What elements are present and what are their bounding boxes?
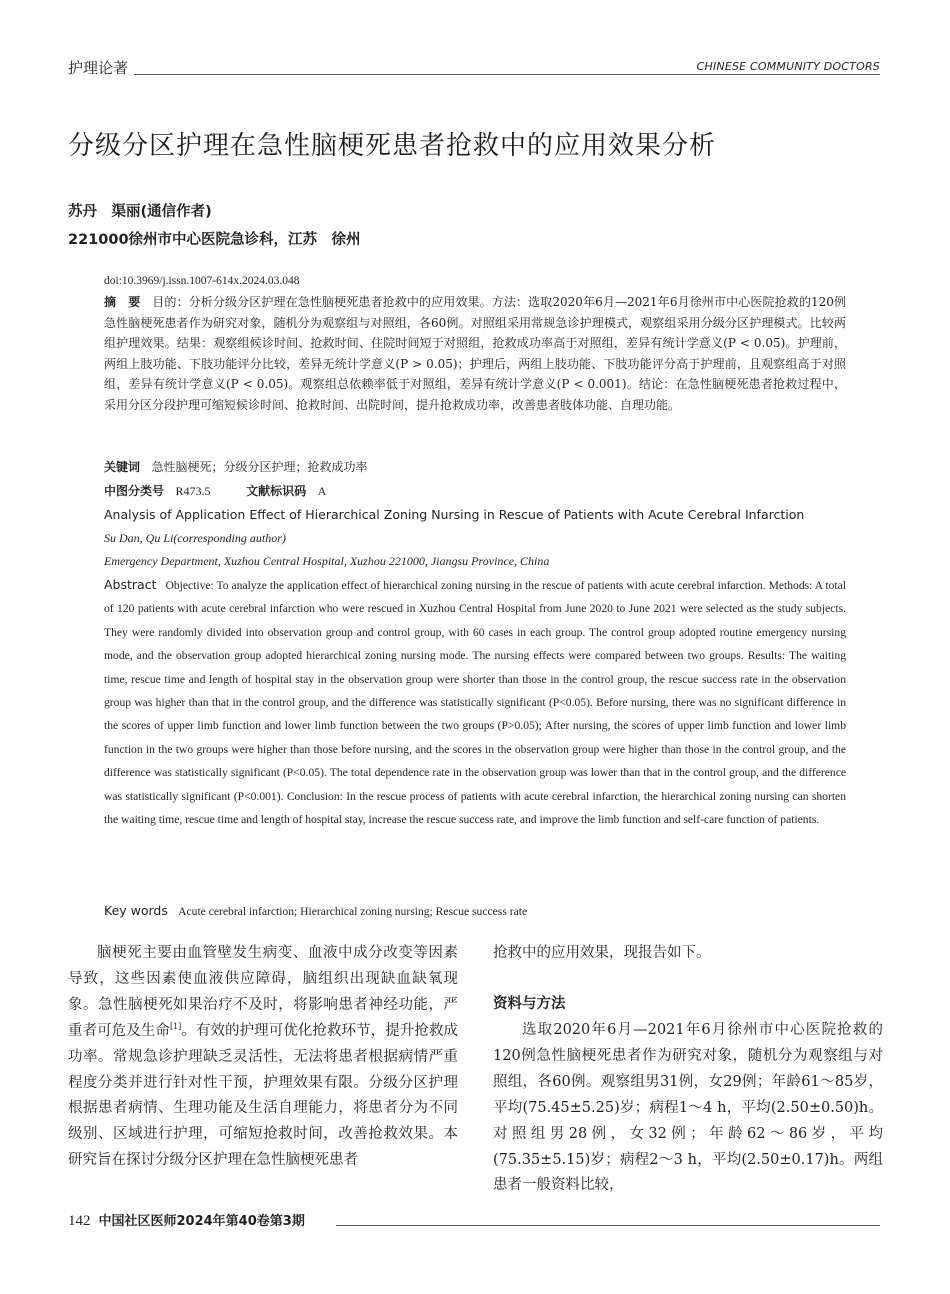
methods-paragraph: 选取2020年6月—2021年6月徐州市中心医院抢救的120例急性脑梗死患者作为研究对象，随机分为观察组与对照组，各60例。观察组男31例，女29例；年龄61～85岁，平均(75.45±5.25)岁；病程1～4 h，平均(2.50±0.50)h。对照组男28例，女32例；年龄62～86岁，平均(75.35±5.15)岁；病程2～3 h，平均(2.50±0.17)h。两组患者一般资料比较， xyxy=(493,1022,883,1194)
abstract-cn-text: 目的：分析分级分区护理在急性脑梗死患者抢救中的应用效果。方法：选取2020年6月—2021年6月徐州市中心医院抢救的120例急性脑梗死患者作为研究对象，随机分为观察组与对照组，各60例。对照组采用常规急诊护理模式，观察组采用分级分区护理模式。比较两组护理效果。结果：观察组候诊时间、抢救时间、住院时间短于对照组，抢救成功率高于对照组，差异有统计学意义(P < 0.05)。护理前，两组上肢功能、下肢功能评分比较，差异无统计学意义(P > 0.05)；护理后，两组上肢功能、下肢功能评分高于护理前，且观察组高于对照组，差异有统计学意义(P < 0.05)。观察组总依赖率低于对照组，差异有统计学意义(P < 0.001)。结论：在急性脑梗死患者抢救过程中，采用分区分段护理可缩短候诊时间、抢救时间、出院时间，提升抢救成功率，改善患者肢体功能、自理功能。 xyxy=(104,295,846,412)
intro-continuation: 抢救中的应用效果，现报告如下。 xyxy=(493,945,711,961)
intro-text-tail: 。有效的护理可优化抢救环节，提升抢救成功率。常规急诊护理缺乏灵活性，无法将患者根据病情严重程度分类并进行针对性干预，护理效果有限。分级分区护理根据患者病情、生理功能及生活自理能力，将患者分为不同级别、区域进行护理，可缩短抢救时间，改善抢救效果。本研究旨在探讨分级分区护理在急性脑梗死患者 xyxy=(68,1022,459,1169)
article-title: 分级分区护理在急性脑梗死患者抢救中的应用效果分析 xyxy=(68,131,717,161)
intro-paragraph xyxy=(68,941,458,1174)
intro-text: 脑梗死主要由血管壁发生病变、血液中成分改变等因素导致，这些因素使血液供应障碍，脑组织出现缺血缺氧现象。急性脑梗死如果治疗不及时，将影响患者神经功能，严重者可危及生命 xyxy=(68,945,458,1039)
affiliation: 221000徐州市中心医院急诊科，江苏 徐州 xyxy=(68,232,361,248)
classification xyxy=(104,482,326,500)
journal-issue: 中国社区医师2024年第40卷第3期 xyxy=(98,1214,305,1229)
english-affiliation: Emergency Department, Xuzhou Central Hospital, Xuzhou 221000, Jiangsu Province, China xyxy=(104,554,550,568)
abstract-cn-label: 摘 要 xyxy=(104,295,141,309)
abstract-cn xyxy=(104,292,846,454)
doc-code-label: 文献标识码 xyxy=(246,484,307,498)
abstract-en xyxy=(104,573,846,831)
keywords-en xyxy=(104,902,527,921)
body-left-column xyxy=(68,941,458,1174)
keywords-cn-label: 关键词 xyxy=(104,460,141,474)
footer-rule xyxy=(336,1225,880,1226)
abstract-en-label: Abstract xyxy=(104,577,157,592)
clc-label: 中图分类号 xyxy=(104,484,165,498)
english-authors: Su Dan, Qu Li(corresponding author) xyxy=(104,531,286,545)
english-title: Analysis of Application Effect of Hierarchical Zoning Nursing in Rescue of Patients with Acute Cerebral Infarction xyxy=(104,507,805,522)
keywords-cn-text: 急性脑梗死；分级分区护理；抢救成功率 xyxy=(151,460,368,474)
body-right-continuation xyxy=(493,941,883,967)
abstract-en-text: Objective: To analyze the application effect of hierarchical zoning nursing in the rescue of patients with acute cerebral infarction. Methods: A total of 120 patients with acute cerebral infarction who were rescued in Xuzhou Central Hospital from June 2020 to June 2021 were selected as the study subjects. They were randomly divided into observation group and control group, with 60 cases in each group. The control group adopted routine emergency nursing mode, and the observation group adopted hierarchical zoning nursing mode. The nursing effects were compared between two groups. Results: The waiting time, rescue time and length of hospital stay in the observation group were shorter than those in the control group, the rescue success rate in the observation group was higher than that in the control group, and the difference was statistically significant (P<0.05). Before nursing, there was no significant difference in the scores of upper limb function and lower limb function between the two groups (P>0.05); After nursing, the scores of upper limb function and lower limb function in the two groups were higher than those before nursing, and the scores in the observation group were higher than those in the control group, and the difference was statistically significant (P<0.05). The total dependence rate in the observation group was lower than that in the control group, and the difference was statistically significant (P<0.001). Conclusion: In the rescue process of patients with acute cerebral infarction, the hierarchical zoning nursing can shorten the waiting time, rescue time and length of hospital stay, increase the rescue success rate, and improve the limb function and self-care function of patients. xyxy=(104,579,846,827)
journal-name-en: CHINESE COMMUNITY DOCTORS xyxy=(691,60,880,74)
keywords-cn xyxy=(104,458,367,476)
footer xyxy=(68,1211,305,1232)
keywords-en-text: Acute cerebral infarction; Hierarchical zoning nursing; Rescue success rate xyxy=(178,905,528,918)
authors: 苏丹 渠丽(通信作者) xyxy=(68,204,212,220)
keywords-en-label: Key words xyxy=(104,903,168,918)
page-number: 142 xyxy=(68,1213,91,1229)
header-rule xyxy=(134,74,880,75)
section-heading: 资料与方法 xyxy=(493,996,566,1012)
clc-value: R473.5 xyxy=(175,484,211,498)
doc-code-value: A xyxy=(317,484,327,498)
body-right-column xyxy=(493,1018,883,1199)
citation-ref[interactable]: [1] xyxy=(169,1021,182,1031)
section-label: 护理论著 xyxy=(68,59,129,77)
doi: doi:10.3969/j.issn.1007-614x.2024.03.048 xyxy=(104,275,300,287)
